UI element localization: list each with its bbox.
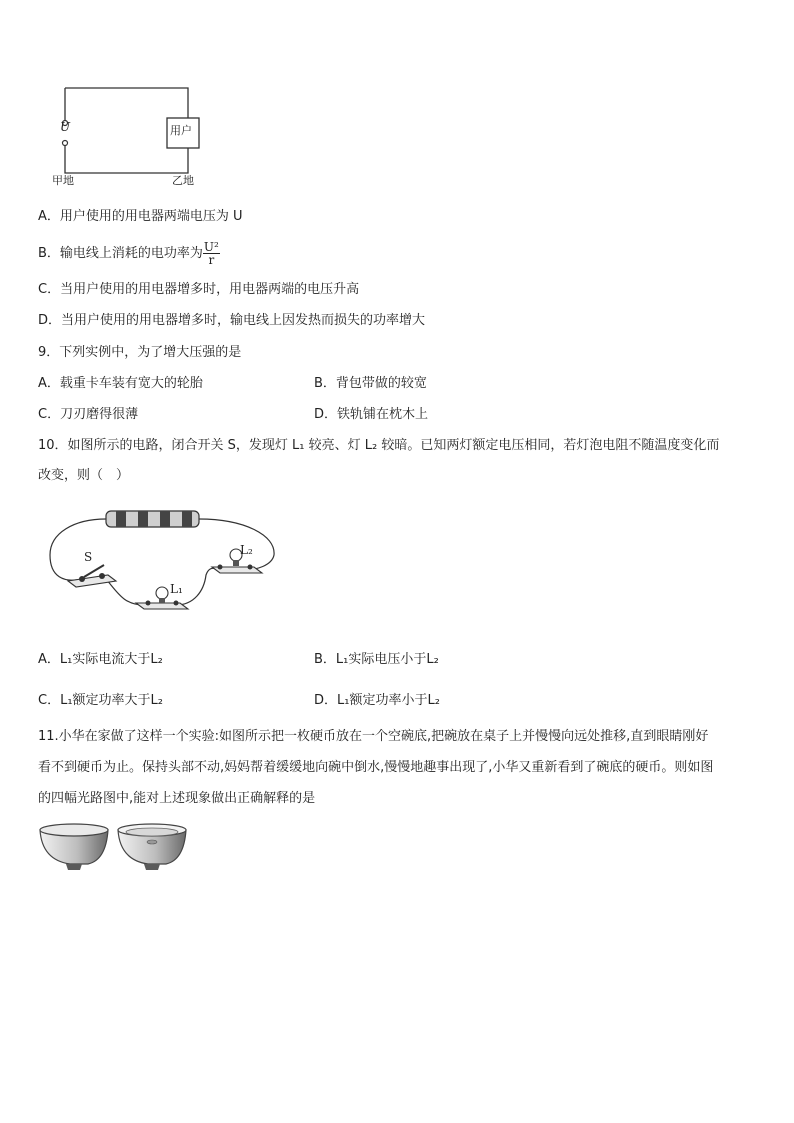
location-jia-label: 甲地 <box>52 174 74 187</box>
q10-option-d: D．L₁额定功率小于L₂ <box>314 693 440 708</box>
power-fraction <box>203 241 220 266</box>
q9-option-c: C．刀刃磨得很薄 <box>38 407 139 422</box>
terminal-bottom <box>63 141 68 146</box>
empty-bowl <box>40 824 108 870</box>
q9-option-b: B．背包带做的较宽 <box>314 376 427 391</box>
q10-stem-line1: 10．如图所示的电路，闭合开关 S，发现灯 L₁ 较亮、灯 L₂ 较暗。已知两灯额定电压相同，若灯泡电阻不随温度变化而 <box>38 438 720 453</box>
bowls-figure <box>38 818 198 874</box>
q9-stem: 9．下列实例中，为了增大压强的是 <box>38 345 242 360</box>
lamp-l2 <box>212 549 262 573</box>
lamp-l1-label: L₁ <box>170 582 183 596</box>
battery <box>106 511 199 527</box>
fraction-numerator: U² <box>203 240 219 254</box>
water-bowl <box>118 824 186 870</box>
q8-option-b <box>38 241 220 266</box>
q9-option-a: A．载重卡车装有宽大的轮胎 <box>38 376 203 391</box>
q9-option-d: D．铁轨铺在枕木上 <box>314 407 429 422</box>
q11-line3: 的四幅光路图中,能对上述现象做出正确解释的是 <box>38 791 316 806</box>
q10-option-c: C．L₁额定功率大于L₂ <box>38 693 163 708</box>
location-yi-label: 乙地 <box>172 174 194 187</box>
q8-option-b-text: B．输电线上消耗的电功率为 <box>38 246 203 261</box>
q8-option-c: C．当用户使用的用电器增多时，用电器两端的电压升高 <box>38 282 360 297</box>
q10-option-b: B．L₁实际电压小于L₂ <box>314 652 439 667</box>
lamp-circuit-figure <box>44 505 284 617</box>
q8-option-a: A．用户使用的用电器两端电压为 U <box>38 209 243 224</box>
q10-stem-line2: 改变，则（ ） <box>38 468 130 483</box>
voltage-label-u: U <box>60 120 71 134</box>
coin <box>147 840 157 844</box>
switch-label-s: S <box>84 550 93 564</box>
switch <box>68 565 116 587</box>
q11-line1: 11.小华在家做了这样一个实验:如图所示把一枚硬币放在一个空碗底,把碗放在桌子上并慢慢向远处推移,直到眼睛刚好 <box>38 729 709 744</box>
q11-line2: 看不到硬币为止。保持头部不动,妈妈帮着缓缓地向碗中倒水,慢慢地趣事出现了,小华又重新看到了碗底的硬币。则如图 <box>38 760 714 775</box>
lamp-l2-label: L₂ <box>240 543 253 557</box>
q8-option-d: D．当用户使用的用电器增多时，输电线上因发热而损失的功率增大 <box>38 313 426 328</box>
fraction-denominator: r <box>208 253 215 267</box>
q10-option-a: A．L₁实际电流大于L₂ <box>38 652 163 667</box>
user-label: 用户 <box>170 124 192 137</box>
